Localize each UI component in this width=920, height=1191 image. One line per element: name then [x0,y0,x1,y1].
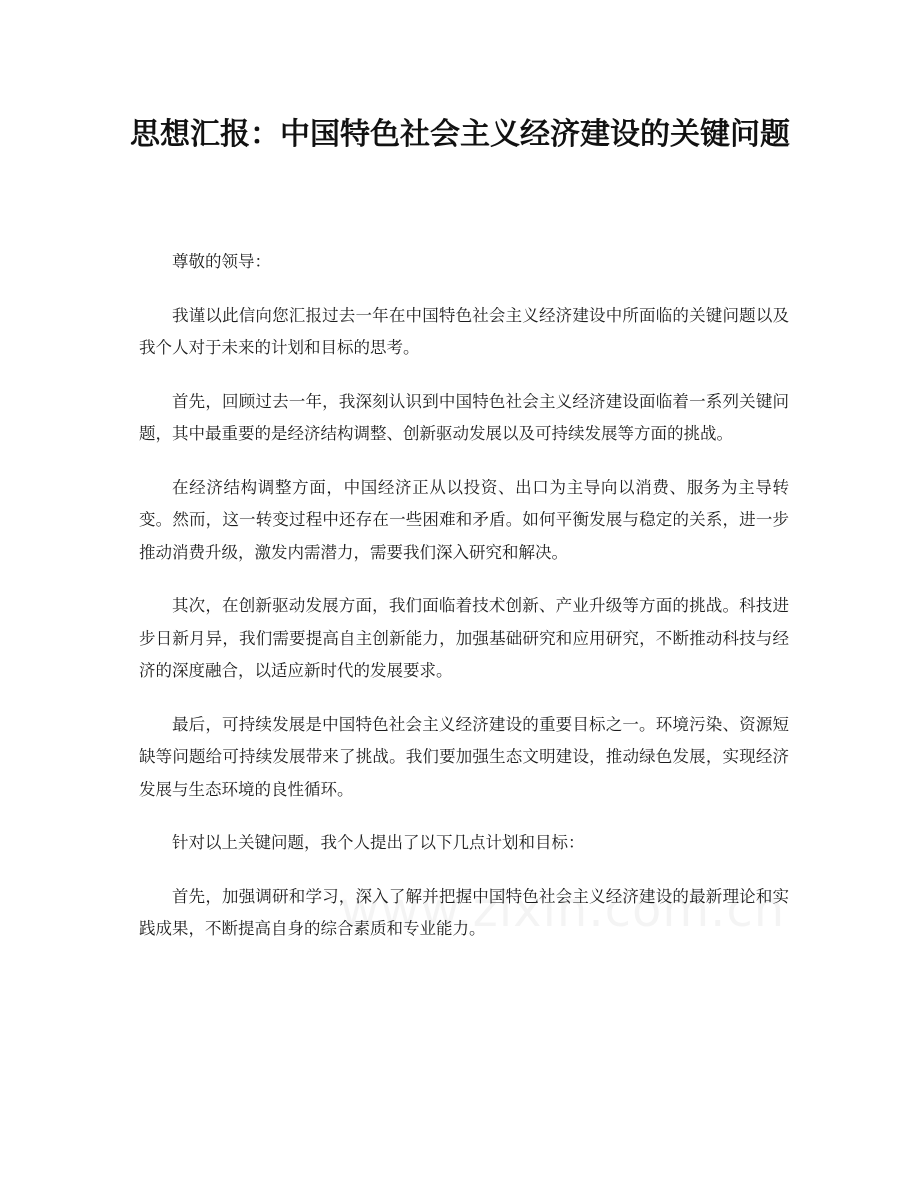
paragraph-review: 首先，回顾过去一年，我深刻认识到中国特色社会主义经济建设面临着一系列关键问题，其中最重要的是经济结构调整、创新驱动发展以及可持续发展等方面的挑战。 [139,391,789,443]
paragraph-innovation: 其次，在创新驱动发展方面，我们面临着技术创新、产业升级等方面的挑战。科技进步日新月异，我们需要提高自主创新能力，加强基础研究和应用研究，不断推动科技与经济的深度融合，以适应新时代的发展要求。 [139,596,789,680]
paragraph-structure: 在经济结构调整方面，中国经济正从以投资、出口为主导向以消费、服务为主导转变。然而，这一转变过程中还存在一些困难和矛盾。如何平衡发展与稳定的关系，进一步推动消费升级，激发内需潜力，需要我们深入研究和解决。 [139,477,789,562]
paragraph-plan-first: 首先，加强调研和学习，深入了解并把握中国特色社会主义经济建设的最新理论和实践成果，不断提高自身的综合素质和专业能力。 [139,886,789,938]
paragraph-sustainability: 最后，可持续发展是中国特色社会主义经济建设的重要目标之一。环境污染、资源短缺等问题给可持续发展带来了挑战。我们要加强生态文明建设，推动绿色发展，实现经济发展与生态环境的良性循环。 [139,714,789,799]
document-title: 思想汇报：中国特色社会主义经济建设的关键问题 [130,117,790,152]
document-body [139,246,789,967]
paragraph-plans-intro: 针对以上关键问题，我个人提出了以下几点计划和目标： [172,833,585,852]
salutation: 尊敬的领导： [172,252,271,271]
paragraph-intro: 我谨以此信向您汇报过去一年在中国特色社会主义经济建设中所面临的关键问题以及我个人对于未来的计划和目标的思考。 [139,305,789,357]
